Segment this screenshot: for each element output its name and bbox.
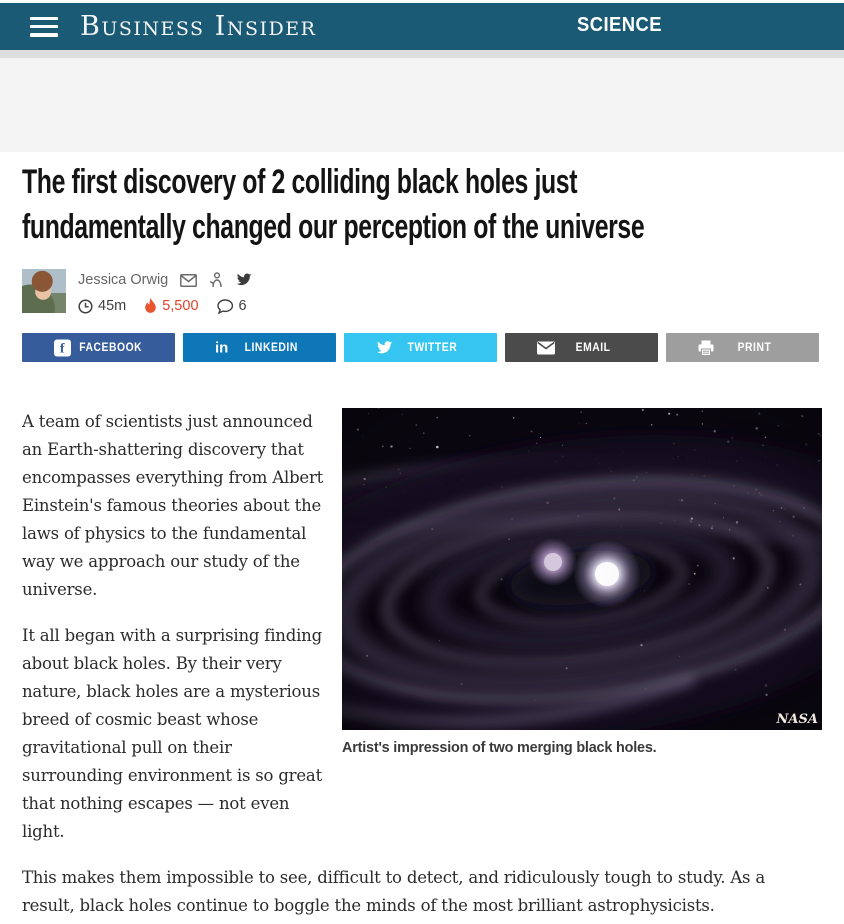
- share-print-button[interactable]: PRINT: [666, 333, 819, 362]
- facebook-icon: f: [54, 339, 71, 356]
- article-stats: [78, 297, 252, 315]
- paragraph-2: It all began with a surprising finding about black holes. By their very nature, black holes are a mysterious breed of cosmic beast whose gravitational pull on their surrounding environment is so great that nothing escapes — not even light.: [22, 626, 322, 841]
- author-avatar[interactable]: [22, 269, 66, 313]
- author-name[interactable]: Jessica Orwig: [78, 272, 169, 288]
- figure-caption: Artist's impression of two merging black holes.: [342, 739, 657, 756]
- print-icon: [698, 340, 714, 356]
- article-body: [22, 408, 822, 920]
- flame-icon: [144, 298, 157, 314]
- share-email-button[interactable]: EMAIL: [505, 333, 658, 362]
- views-stat: [144, 298, 198, 314]
- image-credit: NASA: [776, 712, 818, 727]
- comment-bubble-icon: [217, 299, 234, 314]
- views-value: 5,500: [162, 298, 199, 314]
- black-holes-artist-impression-image: [342, 408, 822, 730]
- clock-icon: [78, 299, 93, 314]
- ad-placeholder-area: [0, 58, 844, 152]
- share-facebook-button[interactable]: f FACEBOOK: [22, 333, 175, 362]
- headline-line-2: fundamentally changed our perception of the universe: [22, 208, 645, 246]
- author-twitter-icon[interactable]: [236, 273, 252, 287]
- business-insider-logo[interactable]: Business Insider: [80, 11, 317, 42]
- hamburger-menu-icon[interactable]: [30, 17, 58, 37]
- comments-stat[interactable]: [217, 298, 247, 314]
- header-divider: [0, 50, 844, 58]
- share-button-row: [22, 333, 822, 362]
- headline-line-1: The first discovery of 2 colliding black holes just: [22, 163, 578, 201]
- top-navbar: [0, 3, 844, 50]
- article-content: [0, 160, 844, 920]
- author-block: [22, 269, 822, 315]
- share-linkedin-button[interactable]: in LINKEDIN: [183, 333, 336, 362]
- comments-value: 6: [238, 298, 247, 314]
- read-time-value: 45m: [98, 298, 127, 314]
- article-figure: [342, 408, 822, 756]
- section-link-science[interactable]: SCIENCE: [577, 14, 663, 36]
- article-headline: [22, 160, 822, 250]
- email-author-icon[interactable]: [180, 274, 197, 287]
- linkedin-icon: in: [215, 339, 229, 356]
- paragraph-1: A team of scientists just announced an Earth-shattering discovery that encompasses everything from Albert Einstein's famous theories about the laws of physics to the fundamental way we approach our study of the universe.: [22, 412, 324, 599]
- read-time-stat: [78, 298, 126, 314]
- share-twitter-button[interactable]: TWITTER: [344, 333, 497, 362]
- paragraph-3: This makes them impossible to see, difficult to detect, and ridiculously tough to study. As a result, black holes continue to boggle the minds of the most brilliant astrophysicists.: [22, 868, 766, 915]
- follow-author-icon[interactable]: [209, 272, 224, 288]
